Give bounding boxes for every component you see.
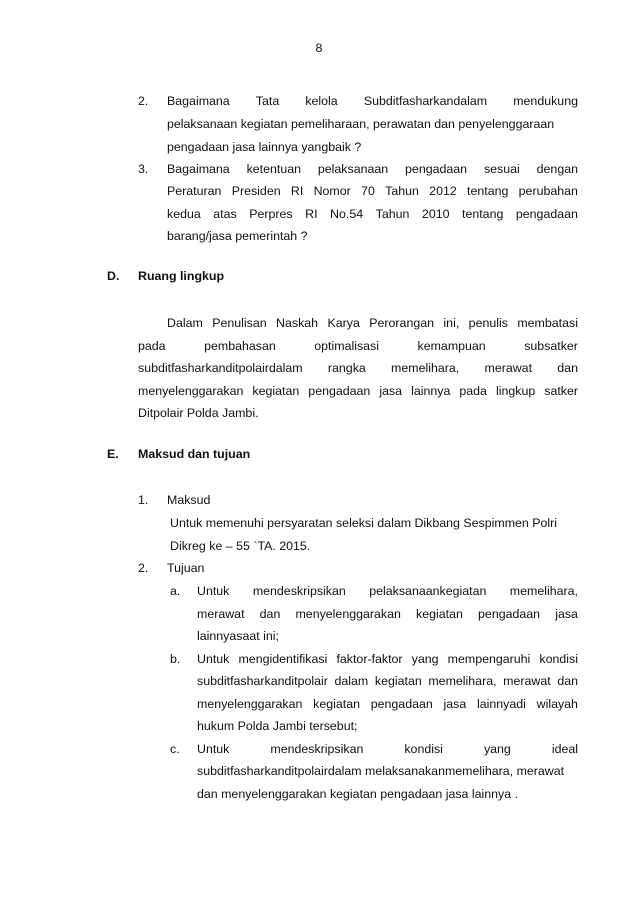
question-3-number: 3. [138,162,149,176]
word: rangka [327,361,366,375]
word: kelola [305,94,338,108]
word: yang [411,652,439,666]
word: jasa [443,697,467,711]
word: Untuk [197,652,230,666]
question-2-line-2: pelaksanaan kegiatan pemeliharaan, perawatan dan penyelenggaraan [167,117,555,131]
word: sesuai [483,162,520,176]
word: tentang [462,207,504,221]
page-number: 8 [315,41,323,55]
question-3-line-3 [167,206,578,222]
word: mendeskripsikan [252,584,346,598]
word: pengadaan [478,607,541,621]
word: No.54 [330,207,364,221]
word: dalam [334,674,369,688]
word: Tata [255,94,280,108]
word: pembahasan [204,339,276,353]
word: memelihara, [391,361,460,375]
word: merawat [503,674,551,688]
subitem-c-line-1 [197,741,578,757]
word: Perpres [249,207,293,221]
word: Bagaimana [167,162,230,176]
word: merawat [197,607,245,621]
word: Tahun [375,207,410,221]
word: optimalisasi [314,339,379,353]
word: RI [305,207,318,221]
word: jasa [555,607,578,621]
question-3-line-1 [167,161,578,177]
subitem-c-line-3: dan menyelenggarakan kegiatan pengadaan jasa lainnya . [197,787,519,801]
subitem-a-line-2 [197,606,578,622]
word: Penulisan [212,316,267,330]
word: memelihara, [509,584,578,598]
word: mempengaruhi [447,652,531,666]
question-2-line-3: pengadaan jasa lainnya yangbaik ? [167,140,362,154]
word: memelihara, [428,674,497,688]
word: kondisi [404,742,443,756]
word: pelaksanaankegiatan [369,584,487,598]
word: Naskah [276,316,319,330]
word: kegiatan [416,607,463,621]
word: penulis [468,316,508,330]
word: Subditfasharkandalam [363,94,488,108]
word: Untuk [197,742,230,756]
subitem-b-line-3 [197,696,578,712]
word: menyelenggarakan [295,607,401,621]
word: kegiatan [313,697,360,711]
word: 70 [361,184,375,198]
word: pengadaan [370,697,433,711]
subitem-a-line-1 [197,583,578,599]
word: menyelenggarakan [138,384,244,398]
word: 2010 [421,207,450,221]
word: mengidentifikasi [238,652,328,666]
word: membatasi [517,316,578,330]
word: kedua [167,207,201,221]
word: yang [483,742,511,756]
word: Presiden [231,184,281,198]
word: jasa [379,384,403,398]
word: kemampuan [417,339,486,353]
section-d-line-5: Ditpolair Polda Jambi. [138,406,259,420]
word: Peraturan [167,184,222,198]
word: 2012 [429,184,457,198]
maksud-line-2: Dikreg ke – 55 `TA. 2015. [170,539,311,553]
section-d-letter: D. [107,269,120,283]
word: subsatker [524,339,578,353]
word: pengadaan [405,162,468,176]
word: atas [213,207,237,221]
subitem-b-line-1 [197,651,578,667]
item-2-number: 2. [138,561,149,575]
question-2-number: 2. [138,94,149,108]
word: pengadaan [308,384,371,398]
subitem-b-line-4: hukum Polda Jambi tersebut; [197,719,358,733]
word: mendeskripsikan [270,742,364,756]
maksud-line-1: Untuk memenuhi persyaratan seleksi dalam Dikbang Sespimmen Polri [170,516,558,530]
word: menyelenggarakan [197,697,303,711]
item-2-title: Tujuan [167,561,205,575]
word: lainnyadi [476,697,526,711]
subitem-b-line-2 [197,673,578,689]
word: RI [290,184,304,198]
word: Dalam [167,316,203,330]
section-d-heading: Ruang lingkup [138,269,225,283]
subitem-c-line-2: subditfasharkanditpolairdalam melaksanakanmemelihara, merawat [197,764,565,778]
word: ini, [443,316,460,330]
section-d-line-1 [167,315,578,331]
question-2-line-1 [167,93,578,109]
word: dan [557,674,578,688]
word: subditfasharkanditpolair [197,674,328,688]
word: pada [138,339,166,353]
word: wilayah [536,697,578,711]
section-d-line-4 [138,383,578,399]
word: tentang [467,184,509,198]
word: faktor-faktor [336,652,403,666]
word: perubahan [518,184,578,198]
subitem-c-letter: c. [170,742,180,756]
word: pelaksanaan [317,162,389,176]
word: pengadaan [515,207,578,221]
section-d-line-2 [138,338,578,354]
subitem-a-line-3: lainnyasaat ini; [197,629,279,643]
word: Karya [327,316,360,330]
word: ketentuan [246,162,301,176]
section-d-line-3 [138,360,578,376]
section-e-heading: Maksud dan tujuan [138,447,251,461]
section-e-letter: E. [107,447,119,461]
word: merawat [484,361,533,375]
word: ideal [551,742,578,756]
word: subditfasharkanditpolairdalam [138,361,303,375]
word: Bagaimana [167,94,230,108]
word: kegiatan [374,674,422,688]
item-1-title: Maksud [167,493,211,507]
word: Tahun [385,184,419,198]
word: Nomor [313,184,351,198]
word: lainnya [411,384,451,398]
word: mendukung [513,94,578,108]
subitem-a-letter: a. [170,584,181,598]
item-1-number: 1. [138,493,149,507]
word: Perorangan [369,316,435,330]
word: dan [259,607,281,621]
subitem-b-letter: b. [170,652,181,666]
word: satker [544,384,578,398]
word: dan [557,361,578,375]
question-3-line-4: barang/jasa pemerintah ? [167,229,308,243]
question-3-line-2 [167,183,578,199]
word: kondisi [539,652,578,666]
word: dengan [536,162,578,176]
word: Untuk [197,584,230,598]
word: lingkup [495,384,536,398]
word: pada [459,384,487,398]
word: kegiatan [252,384,300,398]
